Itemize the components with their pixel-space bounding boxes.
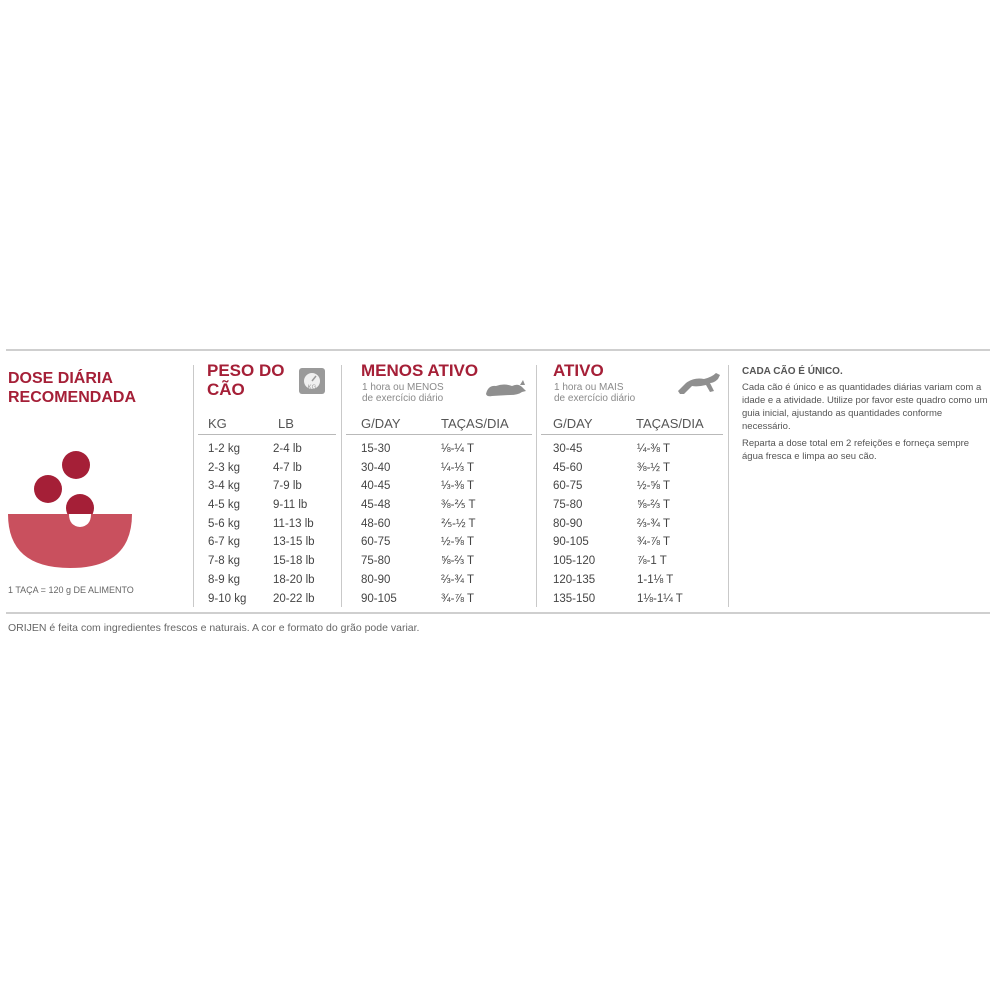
table-cell: 5-6 kg — [208, 517, 240, 530]
table-cell: 135-150 — [553, 592, 596, 605]
table-cell: ⅔-¾ T — [637, 517, 671, 530]
section-title-daily-dose — [8, 369, 136, 407]
table-cell: 1⅛-1¼ T — [637, 592, 683, 605]
table-cell: 90-105 — [553, 536, 589, 549]
table-cell: 120-135 — [553, 573, 596, 586]
table-cell: 60-75 — [553, 480, 583, 493]
table-cell: 7-9 lb — [273, 480, 302, 493]
table-cell: 18-20 lb — [273, 573, 315, 586]
table-cell: 8-9 kg — [208, 573, 240, 586]
table-cell: ¾-⅞ T — [441, 592, 475, 605]
table-cell: 45-48 — [361, 499, 391, 512]
notes-paragraph: Reparta a dose total em 2 refeições e forneça sempre água fresca e limpa ao seu cão. — [742, 438, 970, 462]
subtitle-line: de exercício diário — [554, 393, 636, 404]
table-cell: ⅔-¾ T — [441, 573, 475, 586]
scale-icon-label: KG — [307, 385, 317, 391]
table-cell: 45-60 — [553, 461, 583, 474]
active-gday-column — [553, 440, 595, 608]
table-cell: 30-45 — [553, 443, 583, 455]
table-cell: 60-75 — [361, 536, 391, 549]
subtitle-line: de exercício diário — [362, 393, 444, 404]
scale-icon — [298, 367, 326, 395]
table-cell: ⅓-⅜ T — [441, 480, 475, 493]
subtitle-line: 1 hora ou MAIS — [554, 382, 624, 393]
notes-paragraph: Cada cão é único e as quantidades diárias variam com a idade e a atividade. Utilize por favor este quadro como um guia inicial, ajustando as quantidades conforme necessário. — [742, 382, 988, 432]
table-cell: 7-8 kg — [208, 555, 240, 568]
table-cell: ⅝-⅔ T — [637, 499, 671, 512]
table-cell: 40-45 — [361, 480, 391, 493]
section-title-active: ATIVO — [553, 361, 604, 380]
table-cell: 1-1⅛ T — [637, 573, 674, 586]
table-cell: 9-11 lb — [273, 499, 308, 512]
table-cell: 15-30 — [361, 443, 391, 455]
table-cell: 4-7 lb — [273, 461, 302, 474]
table-cell: ⅞-1 T — [637, 555, 667, 568]
subtitle-line: 1 hora ou MENOS — [362, 382, 444, 393]
table-cell: ¼-⅜ T — [637, 443, 671, 455]
table-cell: 1-2 kg — [208, 443, 240, 455]
table-cell: 15-18 lb — [273, 555, 315, 568]
table-cell: 11-13 lb — [273, 517, 314, 530]
cup-note: 1 TAÇA = 120 g DE ALIMENTO — [8, 585, 134, 595]
title-line: DOSE DIÁRIA — [8, 370, 113, 387]
top-rule — [6, 349, 990, 351]
notes-title: CADA CÃO É ÚNICO. — [742, 366, 843, 377]
table-cell: 80-90 — [553, 517, 583, 530]
table-cell: ¼-⅓ T — [441, 461, 475, 474]
notes-block — [742, 365, 992, 467]
table-cell: ⅝-⅔ T — [441, 555, 475, 568]
header-cups: TAÇAS/DIA — [441, 416, 509, 431]
table-cell: 80-90 — [361, 573, 391, 586]
table-cell: ⅛-¼ T — [441, 443, 475, 455]
table-cell: 20-22 lb — [273, 592, 315, 605]
table-cell: ⅖-½ T — [441, 517, 476, 530]
table-cell: ½-⅝ T — [637, 480, 671, 493]
column-divider — [193, 365, 194, 607]
table-cell: ½-⅝ T — [441, 536, 475, 549]
table-cell: 75-80 — [553, 499, 583, 512]
bottom-rule — [6, 612, 990, 614]
header-underline — [198, 434, 336, 435]
section-title-less-active: MENOS ATIVO — [361, 361, 479, 380]
less-active-gday-column — [361, 440, 397, 608]
header-cups: TAÇAS/DIA — [636, 416, 704, 431]
header-kg: KG — [208, 416, 227, 431]
table-cell: 48-60 — [361, 517, 391, 530]
table-cell: 2-3 kg — [208, 461, 240, 474]
table-cell: 6-7 kg — [208, 536, 240, 549]
lb-column — [273, 440, 315, 608]
less-active-cups-column — [441, 440, 476, 608]
header-underline — [346, 434, 532, 435]
header-gday: G/DAY — [361, 416, 401, 431]
column-divider — [536, 365, 537, 607]
title-line: CÃO — [207, 380, 245, 399]
table-cell: 9-10 kg — [208, 592, 247, 605]
food-bowl-icon — [8, 448, 138, 573]
header-underline — [541, 434, 723, 435]
section-title-weight — [207, 361, 284, 399]
less-active-subtitle — [362, 382, 444, 404]
column-divider — [728, 365, 729, 607]
header-gday: G/DAY — [553, 416, 593, 431]
table-cell: 4-5 kg — [208, 499, 240, 512]
table-cell: ⅜-½ T — [637, 461, 671, 474]
active-cups-column — [637, 440, 683, 608]
table-cell: 105-120 — [553, 555, 596, 568]
table-cell: 30-40 — [361, 461, 391, 474]
title-line: RECOMENDADA — [8, 389, 136, 406]
running-dog-icon — [674, 367, 724, 404]
header-lb: LB — [278, 416, 294, 431]
table-cell: ¾-⅞ T — [637, 536, 671, 549]
title-line: PESO DO — [207, 361, 285, 380]
table-cell: 75-80 — [361, 555, 391, 568]
kg-column — [208, 440, 246, 608]
table-cell: 3-4 kg — [208, 480, 240, 493]
column-divider — [341, 365, 342, 607]
footer-note: ORIJEN é feita com ingredientes frescos e naturais. A cor e formato do grão pode variar. — [8, 622, 420, 634]
active-subtitle — [554, 382, 635, 404]
resting-dog-icon — [482, 373, 528, 404]
table-cell: 13-15 lb — [273, 536, 315, 549]
table-cell: 90-105 — [361, 592, 397, 605]
table-cell: 2-4 lb — [273, 443, 302, 455]
table-cell: ⅜-⅖ T — [441, 499, 476, 512]
